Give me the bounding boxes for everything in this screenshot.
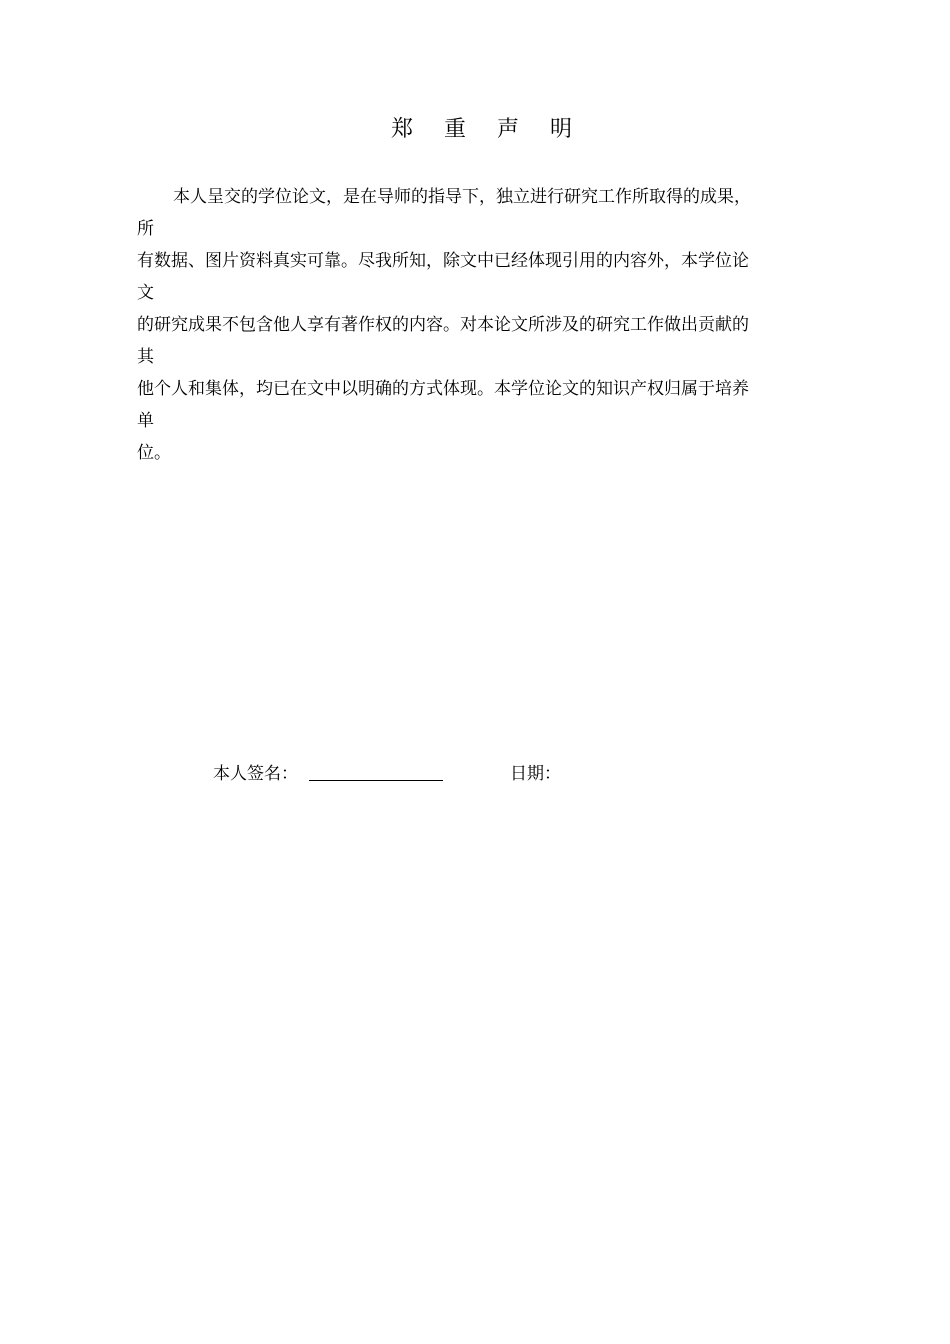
paragraph-line: 本人呈交的学位论文，是在导师的指导下，独立进行研究工作所取得的成果， xyxy=(173,187,751,207)
paragraph-line: 所 xyxy=(137,219,154,239)
paragraph-line: 位。 xyxy=(137,443,171,463)
page-title: 郑 重 声 明 xyxy=(391,117,584,142)
signature-row xyxy=(213,758,713,790)
paragraph-line: 有数据、图片资料真实可靠。尽我所知，除文中已经体现引用的内容外，本学位论 xyxy=(137,251,749,271)
signature-line[interactable] xyxy=(309,780,443,781)
paragraph-line: 的研究成果不包含他人享有著作权的内容。对本论文所涉及的研究工作做出贡献的 xyxy=(137,315,749,335)
paragraph-line: 文 xyxy=(137,283,154,303)
declaration-paragraph xyxy=(137,181,837,469)
paragraph-line: 单 xyxy=(137,411,154,431)
signature-label: 本人签名： xyxy=(213,764,298,784)
date-label: 日期： xyxy=(510,764,561,784)
paragraph-line: 他个人和集体，均已在文中以明确的方式体现。本学位论文的知识产权归属于培养 xyxy=(137,379,749,399)
paragraph-line: 其 xyxy=(137,347,154,367)
